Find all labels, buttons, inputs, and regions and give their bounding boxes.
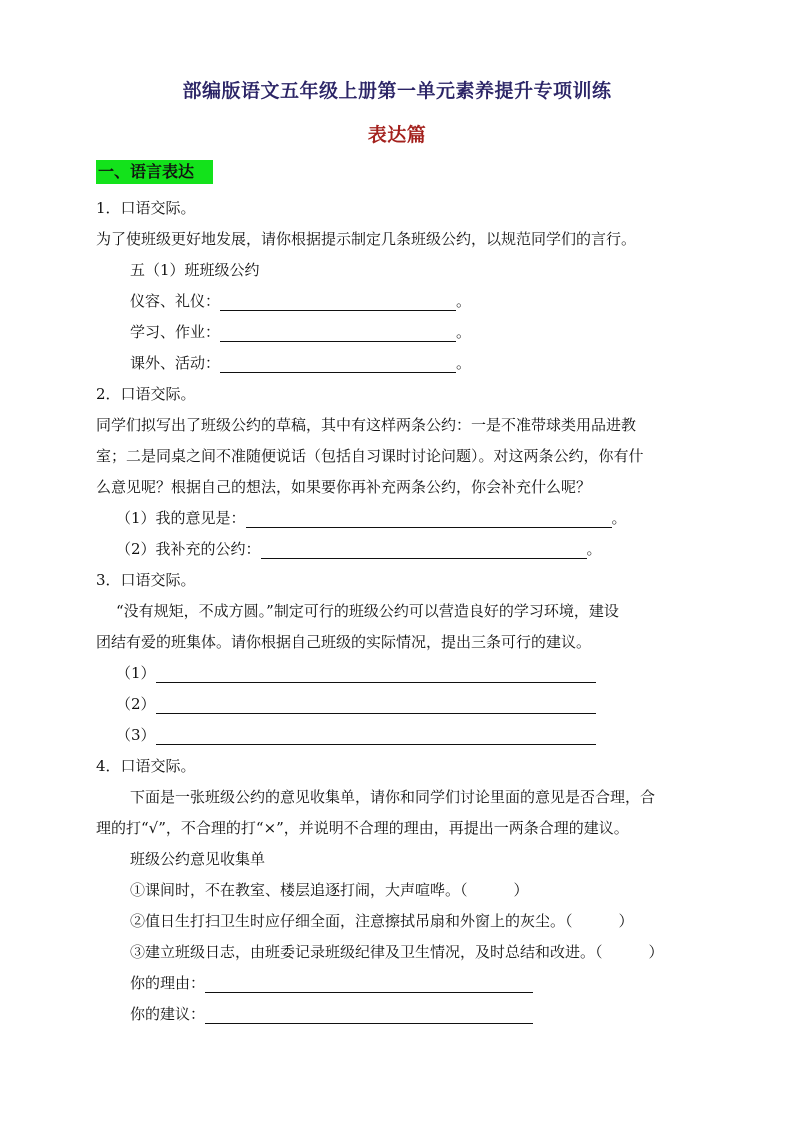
page-title: 部编版语文五年级上册第一单元素养提升专项训练 xyxy=(182,80,612,102)
answer-blank[interactable] xyxy=(205,1006,533,1024)
q3-text-line: “没有规矩，不成方圆。”制定可行的班级公约可以营造良好的学习环境，建设 xyxy=(116,602,619,620)
q3-text-line: 团结有爱的班集体。请你根据自己班级的实际情况，提出三条可行的建议。 xyxy=(96,633,592,651)
q1-intro: 为了使班级更好地发展，请你根据提示制定几条班级公约，以规范同学们的言行。 xyxy=(96,230,637,248)
q2-text-line: 室；二是同桌之间不准随便说话（包括自习课时讨论问题）。对这两条公约，你有什 xyxy=(96,447,644,465)
opinion-text: ②值日生打扫卫生时应仔细全面，注意擦拭吊扇和外窗上的灰尘。（ xyxy=(130,912,573,930)
q2-text-line: 同学们拟写出了班级公约的草稿，其中有这样两条公约：一是不准带球类用品进教 xyxy=(96,416,637,434)
q3-item xyxy=(116,663,596,683)
q1-row-label: 仪容、礼仪： xyxy=(130,292,221,310)
opinion-text: ③建立班级日志，由班委记录班级纪律及卫生情况，及时总结和改进。（ xyxy=(130,943,603,961)
answer-blank[interactable] xyxy=(261,541,587,559)
row-end: 。 xyxy=(456,292,472,310)
answer-blank[interactable] xyxy=(246,510,612,528)
row-end: 。 xyxy=(456,323,472,341)
answer-blank[interactable] xyxy=(220,293,456,311)
opinion-text: ①课间时，不在教室、楼层追逐打闹，大声喧哗。（ xyxy=(130,881,468,899)
q4-text-line: 下面是一张班级公约的意见收集单，请你和同学们讨论里面的意见是否合理，合 xyxy=(130,788,656,806)
q3-item xyxy=(116,725,596,745)
q4-reason xyxy=(130,973,533,993)
q4-opinion xyxy=(130,942,664,962)
q2-item xyxy=(116,539,602,559)
q4-suggestion xyxy=(130,1004,533,1024)
q1-row xyxy=(130,322,471,342)
q4-text-line: 理的打“√”，不合理的打“×”，并说明不合理的理由，再提出一两条合理的建议。 xyxy=(96,819,629,837)
q3-heading: 3．口语交际。 xyxy=(96,571,196,589)
q4-opinion xyxy=(130,880,529,900)
row-end: 。 xyxy=(611,509,627,527)
answer-blank[interactable] xyxy=(156,696,596,714)
page-subtitle: 表达篇 xyxy=(367,124,427,146)
answer-blank[interactable] xyxy=(205,975,533,993)
answer-blank[interactable] xyxy=(156,727,596,745)
answer-blank[interactable] xyxy=(156,665,596,683)
q1-row-label: 学习、作业： xyxy=(130,323,221,341)
answer-blank[interactable] xyxy=(220,324,456,342)
q2-text-line: 么意见呢？根据自己的想法，如果要你再补充两条公约，你会补充什么呢？ xyxy=(96,478,592,496)
q3-item-number: （3） xyxy=(116,726,156,744)
answer-blank[interactable] xyxy=(220,355,456,373)
paren-close: ） xyxy=(513,881,529,899)
q4-form-title: 班级公约意见收集单 xyxy=(130,850,266,868)
q4-heading: 4．口语交际。 xyxy=(96,757,196,775)
q3-item-number: （2） xyxy=(116,695,156,713)
reason-label: 你的理由： xyxy=(130,974,206,992)
q1-heading: 1．口语交际。 xyxy=(96,199,196,217)
q1-row xyxy=(130,291,471,311)
q3-item xyxy=(116,694,596,714)
q2-item xyxy=(116,508,627,528)
paren-close: ） xyxy=(618,912,634,930)
q3-item-number: （1） xyxy=(116,664,156,682)
q1-class-label: 五（1）班班级公约 xyxy=(130,261,260,279)
row-end: 。 xyxy=(456,354,472,372)
q2-item-label: （2）我补充的公约： xyxy=(116,540,261,558)
q1-row xyxy=(130,353,471,373)
section-heading: 一、语言表达 xyxy=(96,160,213,184)
q1-row-label: 课外、活动： xyxy=(130,354,221,372)
suggestion-label: 你的建议： xyxy=(130,1005,206,1023)
q4-opinion xyxy=(130,911,634,931)
q2-heading: 2．口语交际。 xyxy=(96,385,196,403)
paren-close: ） xyxy=(648,943,664,961)
row-end: 。 xyxy=(586,540,602,558)
q2-item-label: （1）我的意见是： xyxy=(116,509,246,527)
